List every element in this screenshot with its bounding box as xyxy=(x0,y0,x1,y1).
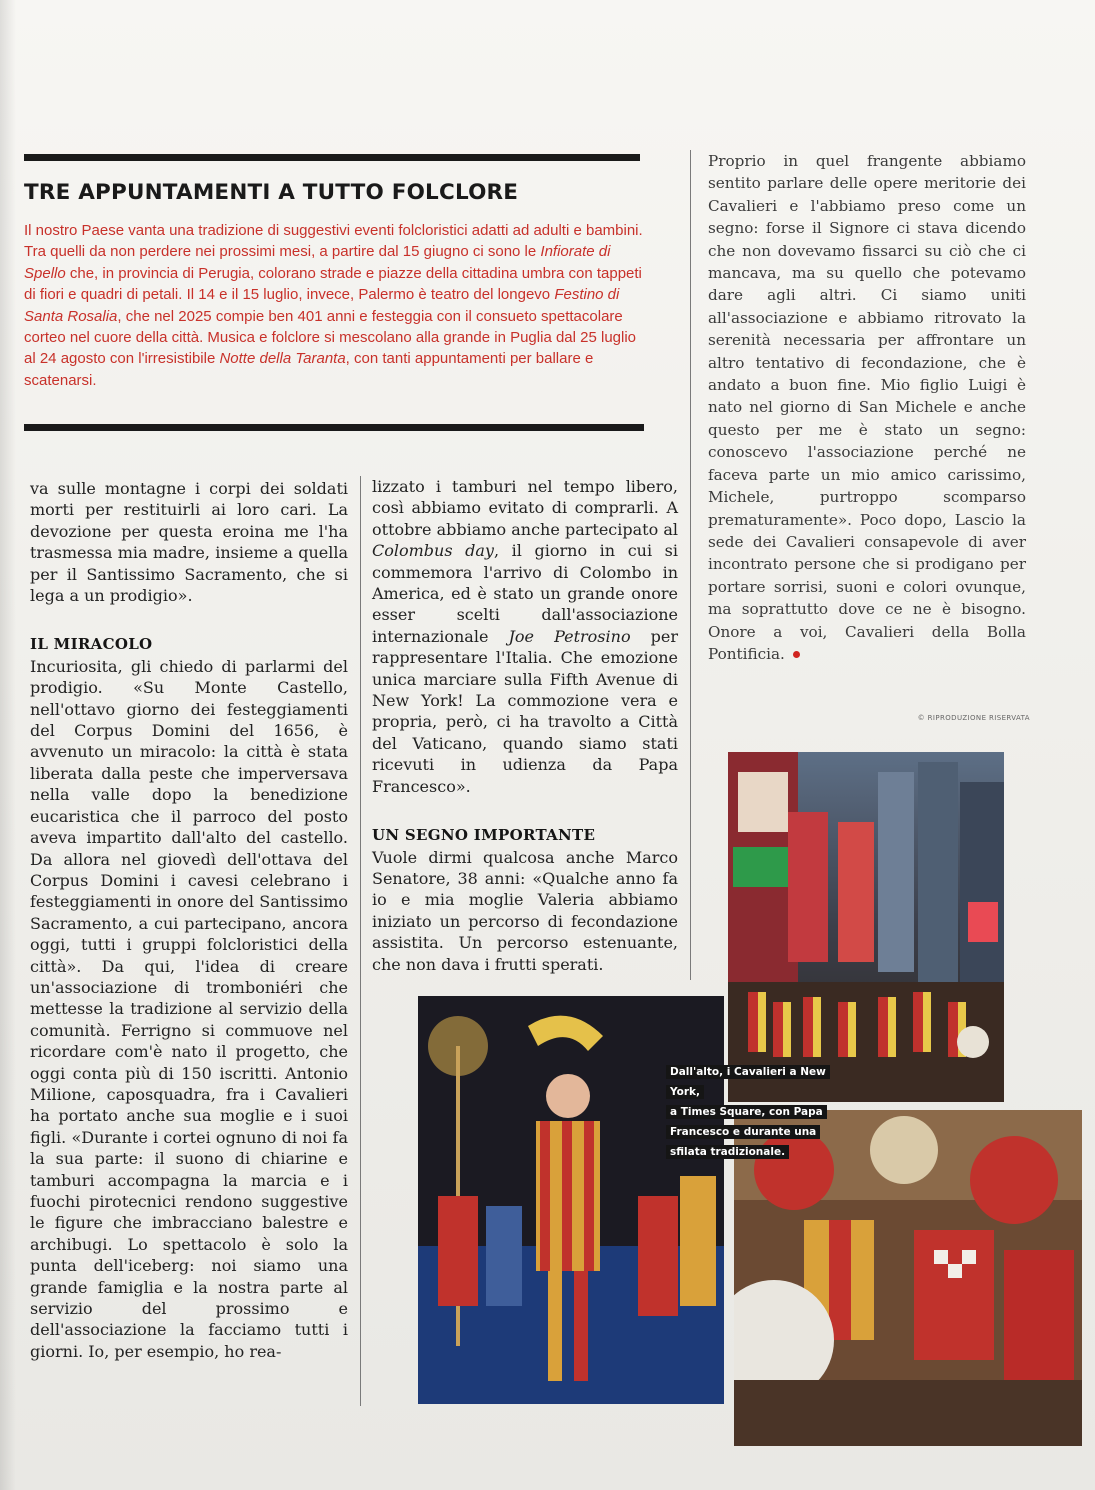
box-top-rule xyxy=(24,154,640,161)
caption-line: Francesco e durante una xyxy=(666,1125,820,1139)
box-text-italic: Festino di Santa Rosalia xyxy=(24,286,620,325)
column-divider-1 xyxy=(360,476,361,1406)
col2-text-italic: Joe Petrosino xyxy=(508,626,631,646)
article-column-2 xyxy=(372,476,678,975)
col2-text-part: , il giorno in cui si commemora l'arrivo di Colombo in America, ed è stato un grande onore esser scelti dall'associazione internazionale xyxy=(372,541,678,646)
col2-paragraph-1 xyxy=(372,476,678,797)
col2-text-part: lizzato i tamburi nel tempo libero, così abbiamo evitato di comprarli. A ottobre abbiamo anche partecipato al xyxy=(372,477,678,539)
article-column-3 xyxy=(708,150,1026,665)
section-heading-segno: UN SEGNO IMPORTANTE xyxy=(372,826,596,845)
end-mark-icon xyxy=(793,651,800,658)
photo-night-parade xyxy=(418,996,724,1404)
col2-paragraph-2: Vuole dirmi qualcosa anche Marco Senatore, 38 anni: «Qualche anno fa io e mia moglie Valeria abbiamo iniziato un percorso di fecondazione assistita. Un percorso estenuante, che non dava i frutti sperati. xyxy=(372,847,678,974)
box-text-italic: Infiorate di Spello xyxy=(24,243,611,282)
box-text-italic: Notte della Taranta xyxy=(219,350,346,368)
col3-paragraph-1 xyxy=(708,150,1026,665)
box-text-part: Il nostro Paese vanta una tradizione di suggestivi eventi folcloristici adatti ad adulti e bambini. Tra quelli da non perdere nei prossimi mesi, a partire dal 15 giugno ci sono le xyxy=(24,222,643,261)
box-text-part: che, in provincia di Perugia, colorano strade e piazze della cittadina umbra con tappeti di fiori e quadri di petali. Il 14 e il 15 luglio, invece, Palermo è teatro del longevo xyxy=(24,264,642,304)
col2-text-italic: Colombus day xyxy=(372,541,494,561)
box-title: TRE APPUNTAMENTI A TUTTO FOLCLORE xyxy=(24,180,519,205)
caption-line: sfilata tradizionale. xyxy=(666,1145,789,1159)
caption-line: Dall'alto, i Cavalieri a New York, xyxy=(666,1065,830,1099)
column-divider-2 xyxy=(690,150,691,980)
box-text xyxy=(24,220,644,391)
box-text-part: , che nel 2025 compie ben 401 anni e festeggia con il consueto spettacolare corteo nel cuore della città. Musica e folclore si mescolano alla grande in Puglia dal 25 luglio al 24 agosto con l'irresistibile xyxy=(24,307,637,368)
col2-text-part: per rappresentare l'Italia. Che emozione unica marciare sulla Fifth Avenue di New York! La commozione vera e propria, però, ci ha travolto a Città del Vaticano, quando siamo stati ricevuti in udienza da Papa Francesco». xyxy=(372,626,679,796)
box-bottom-rule xyxy=(24,424,644,431)
col1-paragraph-1: va sulle montagne i corpi dei soldati morti per restituirli ai loro cari. La devozione per questa eroina me l'ha trasmessa mia madre, insieme a quella per il Santissimo Sacramento, che si lega a un prodigio». xyxy=(30,479,348,606)
col3-text: Proprio in quel frangente abbiamo sentito parlare delle opere meritorie dei Cavalieri e l'abbiamo preso come un segno: forse il Signore ci stava dicendo che non dovevamo fissarci su ciò che ci mancava, ma su quello che potevamo dare agli altri. Ci siamo uniti all'associazione e abbiamo ritrovato la serenità necessaria per affrontare un altro tentativo di fecondazione, che è andato a buon fine. Mio figlio Luigi è nato nel giorno di San Michele e anche questo per me è stato un segno: conoscevo l'associazione perché ne faceva parte un mio amico carissimo, Michele, purtroppo scomparso prematuramente». Poco dopo, Lascio la sede dei Cavalieri consapevole di aver incontrato persone che si prodigano per portare sorrisi, suoni e colori ovunque, ma soprattutto dove ce ne è bisogno. Onore a voi, Cavalieri della Bolla Pontificia. xyxy=(708,152,1026,663)
caption-line: a Times Square, con Papa xyxy=(666,1105,827,1119)
col1-paragraph-2: Incuriosita, gli chiedo di parlarmi del prodigio. «Su Monte Castello, nell'ottavo giorno dei festeggiamenti del Corpus Domini del 1656, è avvenuto un miracolo: la città è stata liberata dalla peste che imperversava nella valle dopo la benedizione eucaristica che il parroco del posto aveva impartito dall'alto del castello. Da allora nel giovedì dell'ottava del Corpus Domini i cavesi celebrano i festeggiamenti in onore del Santissimo Sacramento, a cui partecipano, ancora oggi, tutti i gruppi folcloristici della città». Da qui, l'idea di creare un'associazione di tromboniéri che mettesse la tradizione al servizio della comunità. Ferrigno si commuove nel ricordare com'è nato il progetto, che oggi conta più di 150 iscritti. Antonio Milione, caposquadra, fra i Cavalieri ha portato anche sua moglie e i suoi figli. «Durante i cortei ognuno di noi fa la sua parte: il suono di chiarine e tamburi accompagna la marcia e i fuochi pirotecnici rendono suggestive le figure che imbracciano balestre e archibugi. Lo spettacolo è solo la punta dell'iceberg: noi siamo una grande famiglia e la nostra parte al servizio del prossimo e dell'associazione la facciamo tutti i giorni. Io, per esempio, ho rea- xyxy=(30,656,348,1361)
box-text-part: , con tanti appuntamenti per ballare e scatenarsi. xyxy=(24,350,594,389)
page-fold-shadow xyxy=(0,0,16,1490)
photo-times-square xyxy=(728,752,1004,1102)
article-column-1 xyxy=(30,478,348,1362)
copyright-note: © RIPRODUZIONE RISERVATA xyxy=(917,714,1030,722)
photo-caption xyxy=(666,1062,844,1162)
section-heading-miracolo: IL MIRACOLO xyxy=(30,635,153,654)
